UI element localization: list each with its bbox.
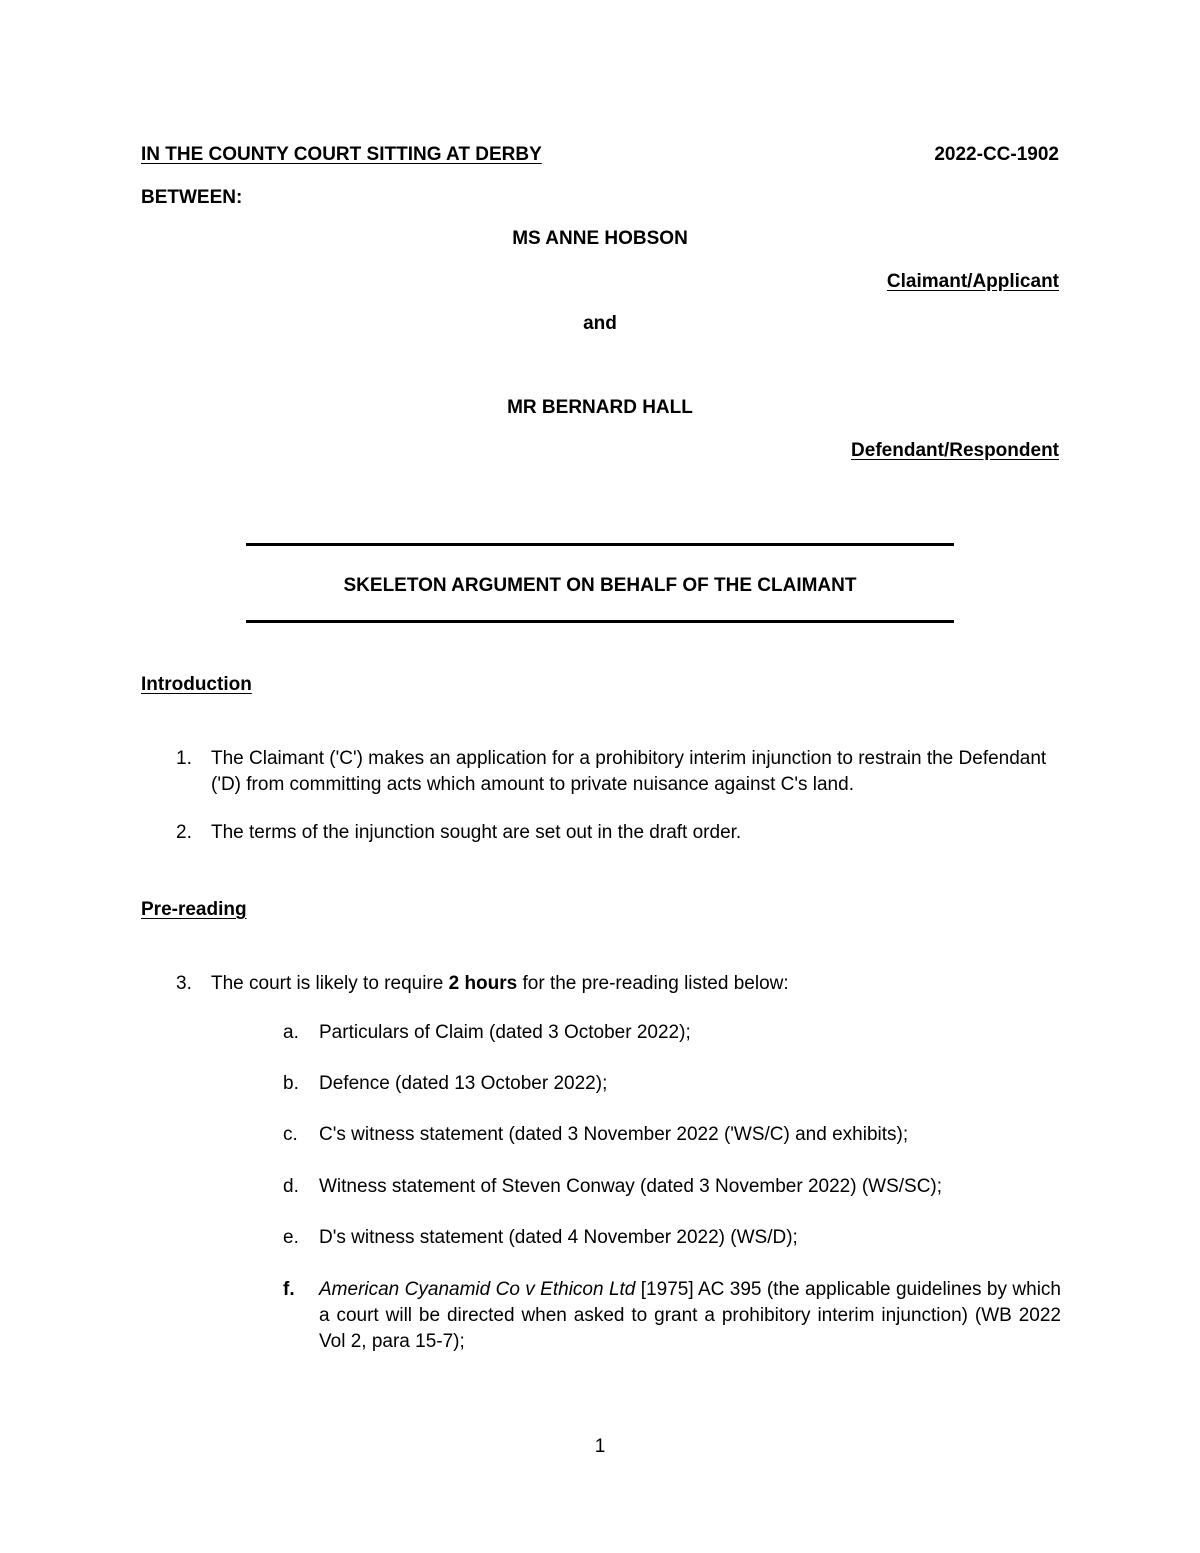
item-3-number: 3. [176,973,192,994]
subitem-a-text: Particulars of Claim (dated 3 October 2022); [319,1022,691,1043]
item-3-text-bold: 2 hours [448,973,518,994]
subitem-f-letter: f. [283,1279,295,1300]
subitem-f-text [319,1277,1061,1355]
subitem-b-text: Defence (dated 13 October 2022); [319,1073,608,1094]
case-citation-name: American Cyanamid Co v Ethicon Ltd [319,1279,636,1300]
item-3-text-before: The court is likely to require [211,973,449,994]
item-3-text [211,971,1061,997]
page-number: 1 [594,1436,606,1457]
item-1-number: 1. [176,748,192,769]
subitem-c-text: C's witness statement (dated 3 November 2022 ('WS/C) and exhibits); [319,1124,909,1145]
claimant-name: MS ANNE HOBSON [512,228,688,249]
item-3-text-after: for the pre-reading listed below: [517,973,789,994]
between-label: BETWEEN: [141,187,243,208]
subitem-e-letter: e. [283,1227,299,1248]
subitem-e-text: D's witness statement (dated 4 November 2022) (WS/D); [319,1227,798,1248]
subitem-b-letter: b. [283,1073,299,1094]
subitem-d-letter: d. [283,1176,299,1197]
conjunction: and [583,313,617,334]
subitem-c-letter: c. [283,1124,298,1145]
item-2-text: The terms of the injunction sought are set out in the draft order. [211,822,742,843]
introduction-heading: Introduction [141,674,252,695]
pre-reading-heading: Pre-reading [141,899,247,920]
subitem-a-letter: a. [283,1022,299,1043]
defendant-role: Defendant/Respondent [851,440,1059,461]
item-2-number: 2. [176,822,192,843]
title-rule-bottom [246,620,954,623]
subitem-f-rest: [1975] AC 395 (the applicable guidelines by which a court will be directed when asked to grant a prohibitory interim injunction) (WB 2022 Vol 2, para 15-7); [319,1279,1061,1352]
subitem-d-text: Witness statement of Steven Conway (dated 3 November 2022) (WS/SC); [319,1176,943,1197]
court-title: IN THE COUNTY COURT SITTING AT DERBY [141,144,542,165]
title-rule-top [246,543,954,546]
item-1-text: The Claimant ('C') makes an application for a prohibitory interim injunction to restrain the Defendant ('D) from committing acts which amount to private nuisance against C's land. [211,748,1047,795]
case-number: 2022-CC-1902 [934,144,1059,165]
document-title: SKELETON ARGUMENT ON BEHALF OF THE CLAIMANT [343,575,857,596]
defendant-name: MR BERNARD HALL [507,397,693,418]
claimant-role: Claimant/Applicant [886,271,1059,292]
